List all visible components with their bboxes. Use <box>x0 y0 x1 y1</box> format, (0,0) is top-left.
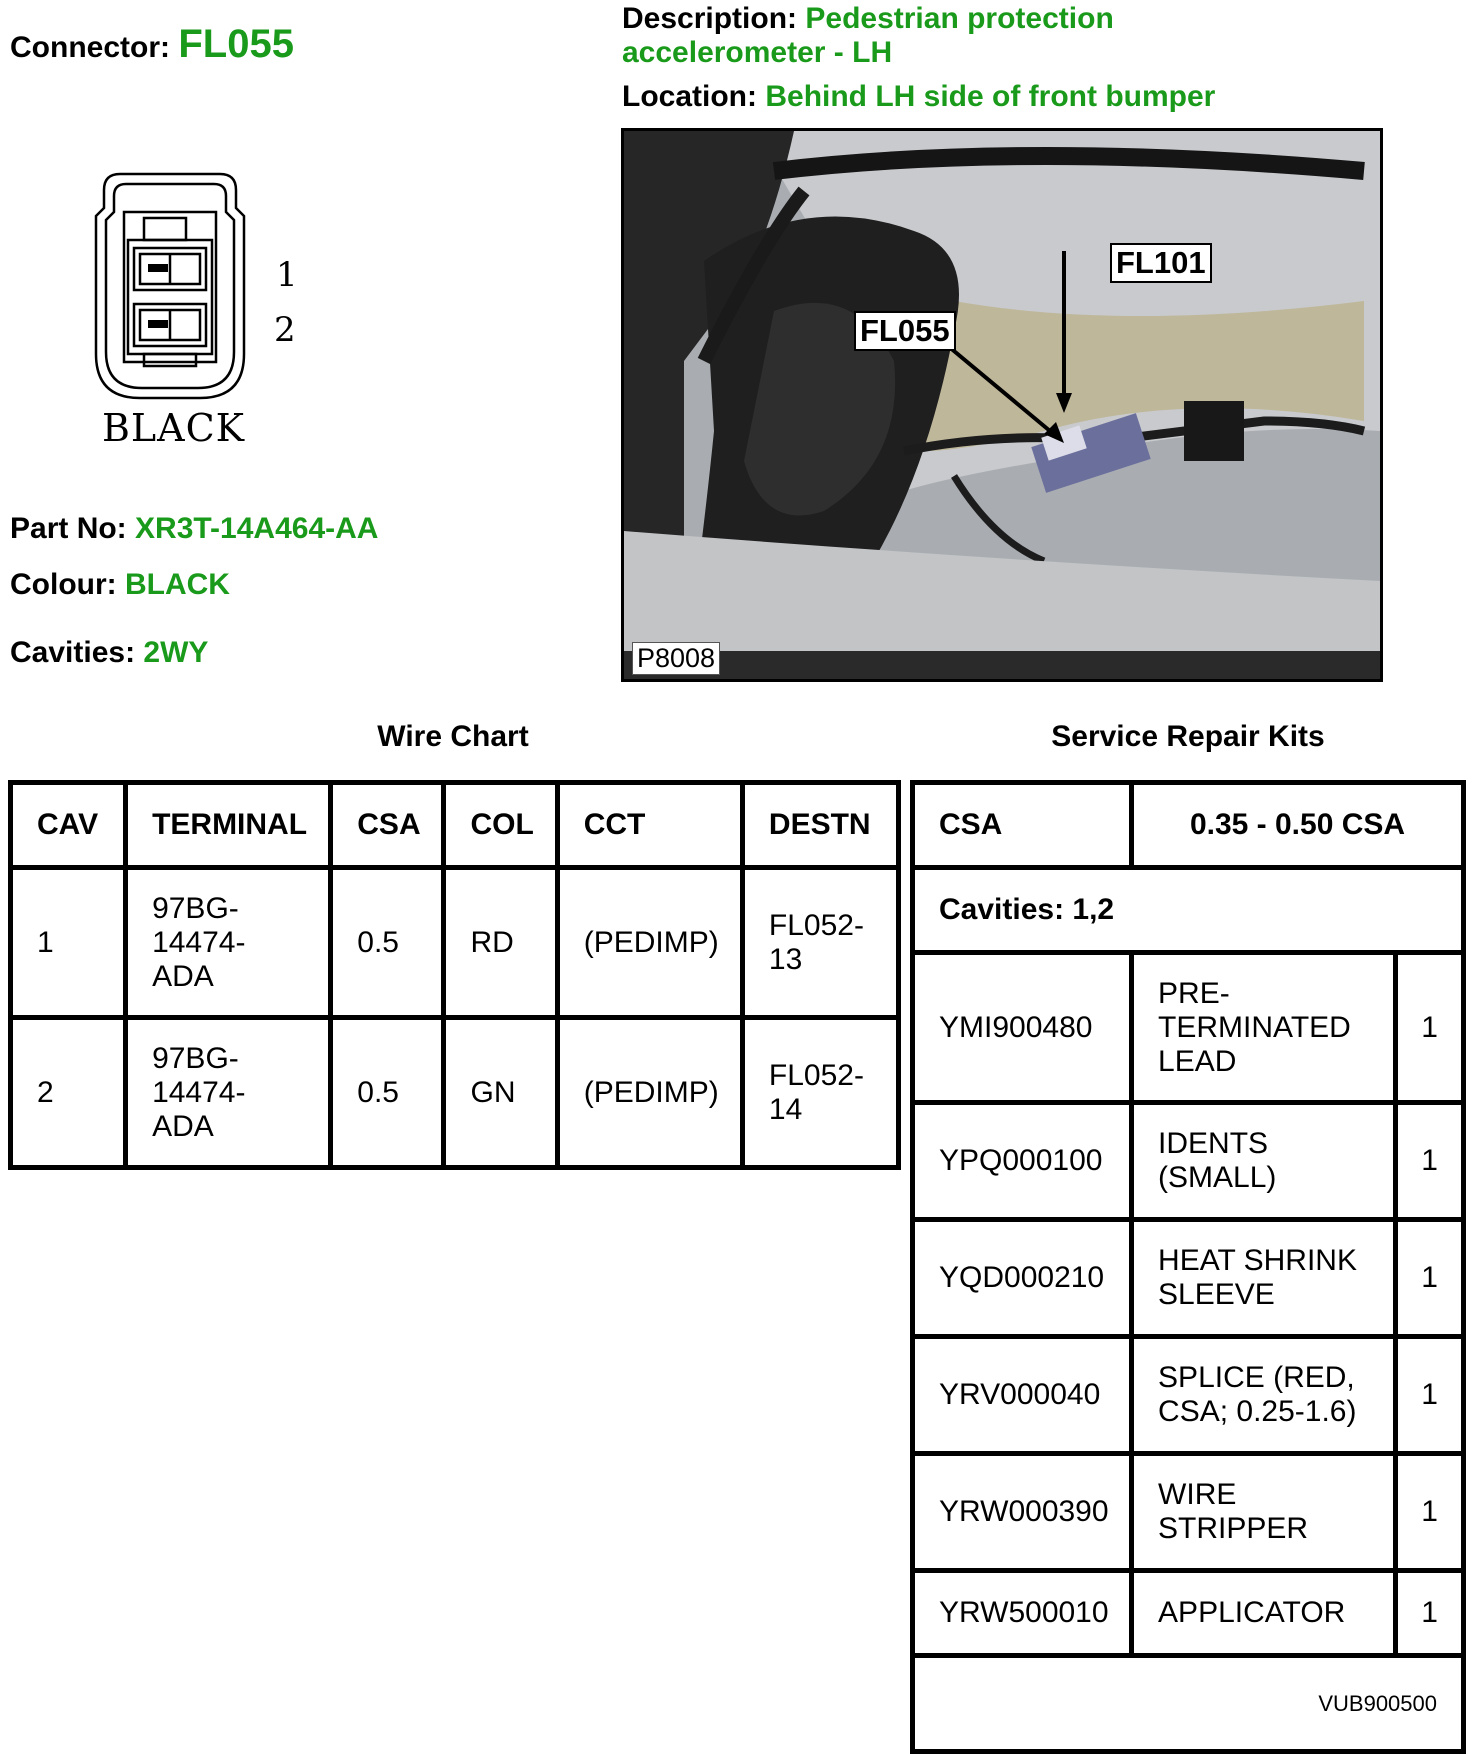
description-value-2: accelerometer - LH <box>622 36 893 69</box>
photo-tag-fl101: FL101 <box>1110 243 1212 283</box>
kits-csa-label: CSA <box>913 783 1132 868</box>
header-terminal: TERMINAL <box>126 783 331 868</box>
kit-qty: 1 <box>1396 953 1464 1103</box>
location-line <box>622 80 1215 114</box>
description-value-1: Pedestrian protection <box>805 2 1114 35</box>
wire-chart-header-row <box>11 783 899 868</box>
kits-header-row <box>913 783 1464 868</box>
kit-code: YPQ000100 <box>913 1103 1132 1220</box>
part-no-label: Part No: <box>10 512 127 545</box>
kit-qty: 1 <box>1396 1571 1464 1656</box>
part-no-line <box>10 512 378 546</box>
kit-desc: APPLICATOR <box>1132 1571 1396 1656</box>
repair-kits-title: Service Repair Kits <box>1051 720 1325 753</box>
colour-label: Colour: <box>10 568 117 601</box>
connector-diagram <box>90 172 250 402</box>
list-item <box>913 1571 1464 1656</box>
cell-cav: 1 <box>11 868 126 1018</box>
photo-code: P8008 <box>632 642 720 675</box>
cavities-value: 2WY <box>143 636 209 669</box>
description-block <box>622 2 1114 70</box>
list-item <box>913 953 1464 1103</box>
kit-qty: 1 <box>1396 1454 1464 1571</box>
cell-csa: 0.5 <box>331 868 444 1018</box>
cell-col: RD <box>444 868 557 1018</box>
pin-1-label: 1 <box>276 255 298 295</box>
description-label: Description: <box>622 2 798 35</box>
kit-code: YMI900480 <box>913 953 1132 1103</box>
kit-code: YRW500010 <box>913 1571 1132 1656</box>
cell-terminal: 97BG- 14474- ADA <box>126 1018 331 1168</box>
location-label: Location: <box>622 80 757 113</box>
photo-tag-fl055: FL055 <box>854 311 956 351</box>
wire-chart-table <box>8 780 901 1170</box>
cell-cav: 2 <box>11 1018 126 1168</box>
connector-label: Connector: <box>10 31 170 64</box>
connector-line <box>10 22 294 67</box>
connector-id: FL055 <box>178 22 294 66</box>
header-destn: DESTN <box>742 783 898 868</box>
connector-colour-caption: BLACK <box>102 406 246 450</box>
kit-qty: 1 <box>1396 1337 1464 1454</box>
table-row <box>11 1018 899 1168</box>
kit-code: YRV000040 <box>913 1337 1132 1454</box>
cell-destn: FL052- 14 <box>742 1018 898 1168</box>
list-item <box>913 1454 1464 1571</box>
kit-desc: IDENTS (SMALL) <box>1132 1103 1396 1220</box>
kit-qty: 1 <box>1396 1220 1464 1337</box>
location-photo <box>621 128 1383 682</box>
kit-code: YRW000390 <box>913 1454 1132 1571</box>
kits-csa-value: 0.35 - 0.50 CSA <box>1132 783 1464 868</box>
wire-chart-title: Wire Chart <box>377 720 529 753</box>
list-item <box>913 1103 1464 1220</box>
part-no-value: XR3T-14A464-AA <box>135 512 379 545</box>
cavities-label: Cavities: <box>10 636 136 669</box>
cell-terminal: 97BG- 14474- ADA <box>126 868 331 1018</box>
kit-desc: WIRE STRIPPER <box>1132 1454 1396 1571</box>
list-item <box>913 1220 1464 1337</box>
table-row <box>11 868 899 1018</box>
colour-value: BLACK <box>124 568 230 601</box>
location-value: Behind LH side of front bumper <box>765 80 1216 113</box>
kits-cavities-row <box>913 868 1464 953</box>
header-csa: CSA <box>331 783 444 868</box>
kit-desc: HEAT SHRINK SLEEVE <box>1132 1220 1396 1337</box>
list-item <box>913 1337 1464 1454</box>
cell-destn: FL052- 13 <box>742 868 898 1018</box>
repair-kits-table <box>910 780 1466 1754</box>
cell-col: GN <box>444 1018 557 1168</box>
kits-cavities: Cavities: 1,2 <box>913 868 1464 953</box>
cell-cct: (PEDIMP) <box>557 868 742 1018</box>
cavities-line <box>10 636 208 670</box>
kit-desc: SPLICE (RED, CSA; 0.25-1.6) <box>1132 1337 1396 1454</box>
engine-bay-image <box>624 131 1380 679</box>
pin-2-label: 2 <box>274 310 296 350</box>
cell-csa: 0.5 <box>331 1018 444 1168</box>
header-cct: CCT <box>557 783 742 868</box>
kit-code: YQD000210 <box>913 1220 1132 1337</box>
kit-desc: PRE- TERMINATED LEAD <box>1132 953 1396 1103</box>
kit-qty: 1 <box>1396 1103 1464 1220</box>
kits-footer-code: VUB900500 <box>913 1656 1464 1752</box>
header-cav: CAV <box>11 783 126 868</box>
colour-line <box>10 568 230 602</box>
kits-footer-row <box>913 1656 1464 1752</box>
header-col: COL <box>444 783 557 868</box>
connector-face-icon <box>90 172 250 402</box>
cell-cct: (PEDIMP) <box>557 1018 742 1168</box>
